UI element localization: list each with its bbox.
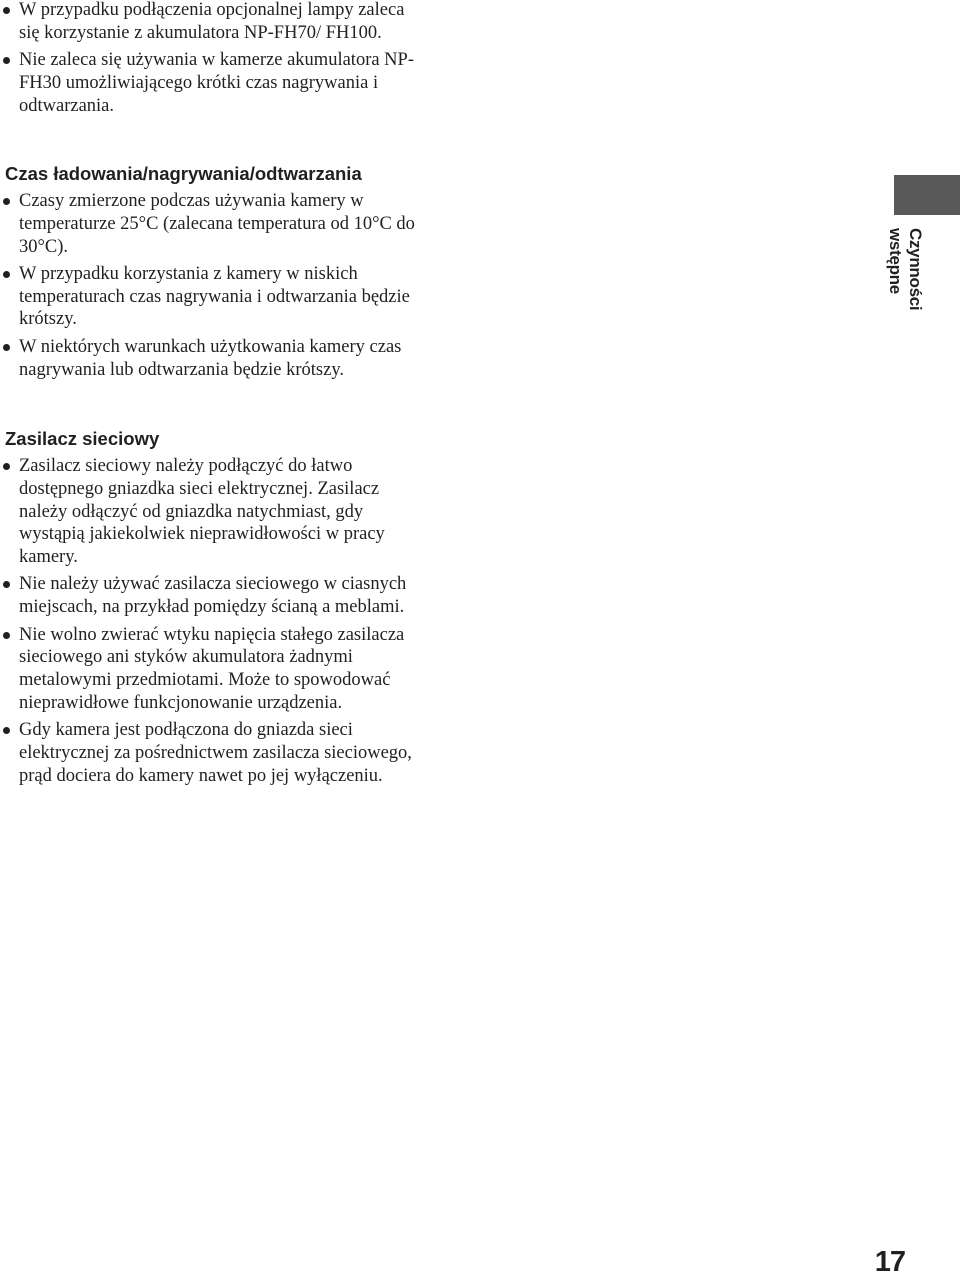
- section-heading-ac-adaptor: Zasilacz sieciowy: [5, 428, 160, 449]
- list-item: Nie wolno zwierać wtyku napięcia stałego zasilacza sieciowego ani styków akumulatora żadnymi metalowymi przedmiotami. Może to spowodować nieprawidłowe funkcjonowanie urządzenia.: [0, 624, 420, 715]
- bullet-list-charging-times: [0, 190, 420, 386]
- bullet-list-battery-notes: [0, 0, 420, 122]
- list-item: Czasy zmierzone podczas używania kamery w temperaturze 25°C (zalecana temperatura od 10°C do 30°C).: [0, 190, 420, 258]
- list-item: W niektórych warunkach użytkowania kamery czas nagrywania lub odtwarzania będzie krótszy.: [0, 336, 420, 382]
- section-heading-charging-times: Czas ładowania/nagrywania/odtwarzania: [5, 163, 362, 184]
- list-item: W przypadku podłączenia opcjonalnej lampy zaleca się korzystanie z akumulatora NP-FH70/ FH100.: [0, 0, 420, 45]
- bullet-list-ac-adaptor: [0, 455, 420, 792]
- chapter-tab-marker: [894, 175, 960, 215]
- list-item: W przypadku korzystania z kamery w niskich temperaturach czas nagrywania i odtwarzania będzie krótszy.: [0, 263, 420, 331]
- list-item: Nie zaleca się używania w kamerze akumulatora NP-FH30 umożliwiającego krótki czas nagrywania i odtwarzania.: [0, 49, 420, 117]
- list-item: Gdy kamera jest podłączona do gniazda sieci elektrycznej za pośrednictwem zasilacza sieciowego, prąd dociera do kamery nawet po jej wyłączeniu.: [0, 719, 420, 787]
- chapter-side-label: Czynności wstępne: [886, 228, 925, 311]
- list-item: Zasilacz sieciowy należy podłączyć do łatwo dostępnego gniazdka sieci elektrycznej. Zasilacz należy odłączyć od gniazdka natychmiast, gdy wystąpią jakiekolwiek nieprawidłowości w pracy kamery.: [0, 455, 420, 569]
- page-number: 17: [874, 1246, 905, 1278]
- list-item: Nie należy używać zasilacza sieciowego w ciasnych miejscach, na przykład pomiędzy ścianą a meblami.: [0, 573, 420, 619]
